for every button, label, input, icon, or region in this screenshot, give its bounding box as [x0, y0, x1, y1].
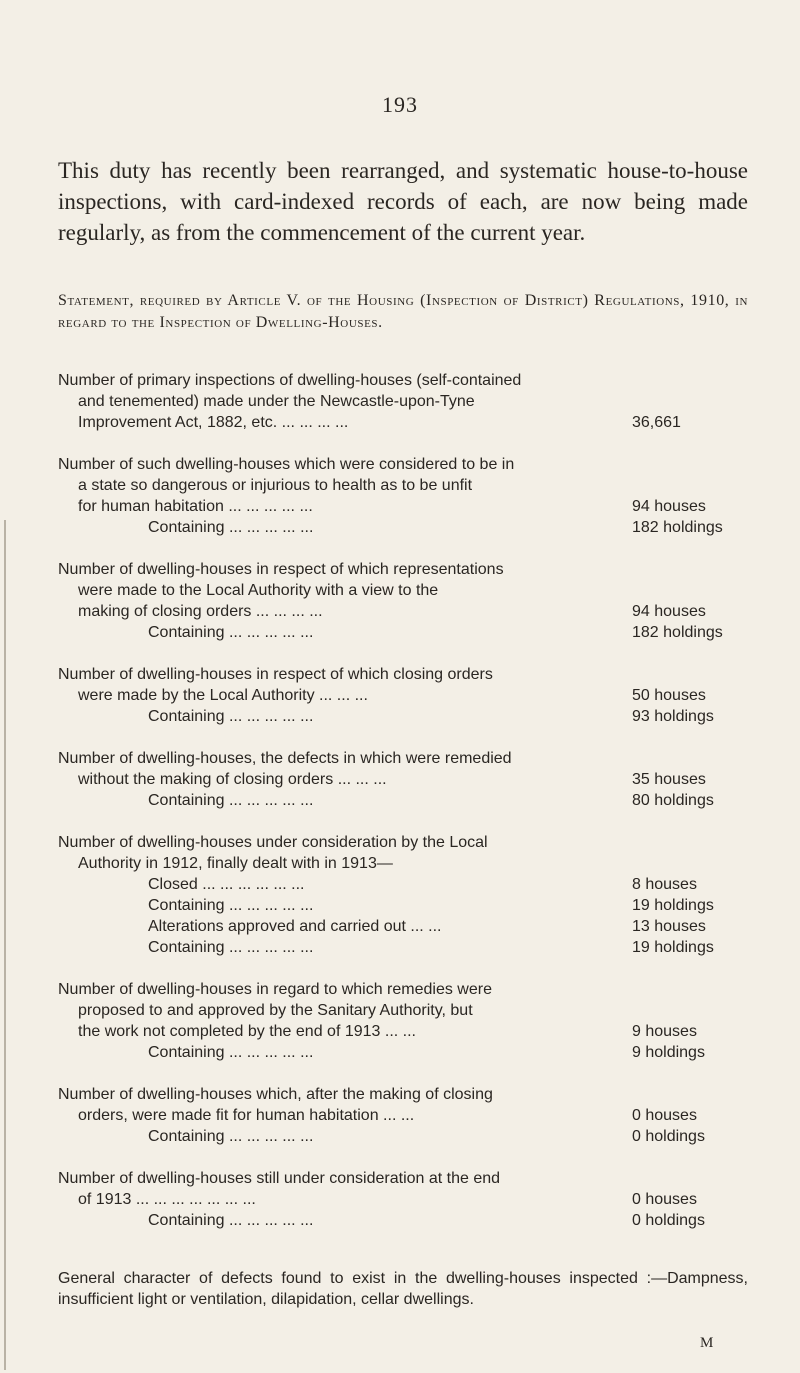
stat-row: [58, 937, 748, 958]
stat-value: 19 holdings: [632, 939, 714, 956]
stat-label: Alterations approved and carried out ... ...: [148, 918, 442, 935]
stat-lead-line: Number of dwelling-houses still under consideration at the end: [58, 1170, 501, 1187]
stat-lead-line: Number of dwelling-houses in regard to which remedies were: [58, 981, 492, 998]
stat-value: 182 holdings: [632, 624, 723, 641]
intro-paragraph: This duty has recently been rearranged, and systematic house-to-house inspections, with card-indexed records of each, are now being made regularly, as from the commencement of the current year.: [58, 158, 748, 245]
stat-row: [58, 1210, 748, 1231]
stat-label: Containing ... ... ... ... ...: [148, 792, 314, 809]
stat-label: Containing ... ... ... ... ...: [148, 1044, 314, 1061]
stat-row: [58, 706, 748, 727]
stat-row: [58, 412, 748, 433]
stat-value: 182 holdings: [632, 519, 723, 536]
page-number: 193: [382, 92, 418, 117]
stat-label: Containing ... ... ... ... ...: [148, 1128, 314, 1145]
stat-value: 94 houses: [632, 603, 706, 620]
stat-label: Containing ... ... ... ... ...: [148, 708, 314, 725]
stat-label: Containing ... ... ... ... ...: [148, 897, 314, 914]
stat-value: 19 holdings: [632, 897, 714, 914]
stat-block-remedied: [58, 748, 748, 811]
stat-value: 13 houses: [632, 918, 706, 935]
stat-row: [58, 496, 748, 517]
stat-row: [58, 1021, 748, 1042]
stat-value: 0 holdings: [632, 1212, 705, 1229]
stat-lead-line: Number of dwelling-houses in respect of which representations: [58, 561, 504, 578]
stat-label: orders, were made fit for human habitation ... ...: [78, 1107, 415, 1124]
stat-label: Containing ... ... ... ... ...: [148, 939, 314, 956]
stat-block-finally-dealt: [58, 832, 748, 958]
stat-value: 93 holdings: [632, 708, 714, 725]
stat-label: Containing ... ... ... ... ...: [148, 624, 314, 641]
stat-row: [58, 685, 748, 706]
stat-label: of 1913 ... ... ... ... ... ... ...: [78, 1191, 256, 1208]
stat-value: 9 houses: [632, 1023, 697, 1040]
stat-value: 35 houses: [632, 771, 706, 788]
stat-block-work-not-completed: [58, 979, 748, 1063]
stat-row: [58, 1042, 748, 1063]
stat-block-representations: [58, 559, 748, 643]
stat-lead-line: Number of dwelling-houses under consideration by the Local: [58, 834, 488, 851]
stat-value: 94 houses: [632, 498, 706, 515]
stat-value: 80 holdings: [632, 792, 714, 809]
stat-lead-line: Number of dwelling-houses in respect of which closing orders: [58, 666, 493, 683]
stat-row: [58, 769, 748, 790]
stat-block-still-under-consideration: [58, 1168, 748, 1231]
statement-heading: Statement, required by Article V. of the Housing (Inspection of District) Regulations, 1910, in regard to the Inspection of Dwelling-Houses.: [58, 292, 748, 331]
stat-row: [58, 601, 748, 622]
stat-value: 9 holdings: [632, 1044, 705, 1061]
stat-label: without the making of closing orders ... ... ...: [78, 771, 387, 788]
stat-row: [58, 1126, 748, 1147]
general-defects-paragraph: General character of defects found to exist in the dwelling-houses inspected :—Dampness, insufficient light or ventilation, dilapidation, cellar dwellings.: [58, 1270, 748, 1308]
stat-block-made-fit: [58, 1084, 748, 1147]
stat-row: [58, 874, 748, 895]
stat-lead-line: were made to the Local Authority with a view to the: [78, 582, 439, 599]
stat-lead-line: Number of dwelling-houses which, after the making of closing: [58, 1086, 493, 1103]
stat-value: 50 houses: [632, 687, 706, 704]
stat-row: [58, 895, 748, 916]
stat-value: 0 houses: [632, 1191, 697, 1208]
stat-label: for human habitation ... ... ... ... ...: [78, 498, 313, 515]
stat-block-primary-inspections: [58, 370, 748, 433]
stat-value: 36,661: [632, 414, 681, 431]
stat-value: 0 houses: [632, 1107, 697, 1124]
stat-row: [58, 790, 748, 811]
stat-row: [58, 1189, 748, 1210]
stat-lead-line: Number of primary inspections of dwelling-houses (self-contained: [58, 372, 522, 389]
inspection-statistics: [58, 370, 748, 1252]
stat-block-closing-orders: [58, 664, 748, 727]
stat-label: making of closing orders ... ... ... ...: [78, 603, 323, 620]
stat-lead-line: a state so dangerous or injurious to health as to be unfit: [78, 477, 473, 494]
stat-label: Containing ... ... ... ... ...: [148, 1212, 314, 1229]
stat-row: [58, 916, 748, 937]
stat-label: Closed ... ... ... ... ... ...: [148, 876, 305, 893]
stat-label: the work not completed by the end of 1913 ... ...: [78, 1023, 416, 1040]
stat-row: [58, 517, 748, 538]
stat-label: Containing ... ... ... ... ...: [148, 519, 314, 536]
stat-label: Improvement Act, 1882, etc. ... ... ... ...: [78, 414, 349, 431]
stat-lead-line: and tenemented) made under the Newcastle-upon-Tyne: [78, 393, 475, 410]
signature-mark: M: [700, 1335, 714, 1351]
stat-row: [58, 622, 748, 643]
stat-value: 0 holdings: [632, 1128, 705, 1145]
stat-lead-line: Number of such dwelling-houses which were considered to be in: [58, 456, 515, 473]
stat-row: [58, 1105, 748, 1126]
stat-lead-line: Authority in 1912, finally dealt with in 1913—: [78, 855, 393, 872]
stat-label: were made by the Local Authority ... ... ...: [78, 687, 368, 704]
stat-block-unfit-houses: [58, 454, 748, 538]
stat-value: 8 houses: [632, 876, 697, 893]
stat-lead-line: proposed to and approved by the Sanitary Authority, but: [78, 1002, 473, 1019]
page-binding-edge: [4, 520, 6, 1370]
stat-lead-line: Number of dwelling-houses, the defects in which were remedied: [58, 750, 512, 767]
